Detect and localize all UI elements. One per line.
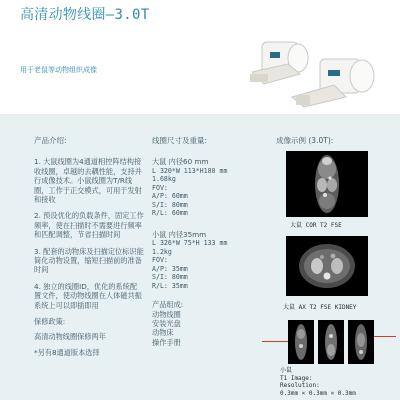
mouse-coil-weight: 1.2kg xyxy=(152,247,172,256)
rat-coil-dimensions: L 320*W 113*H180 mm xyxy=(152,166,228,175)
components-heading: 产品组成: xyxy=(152,300,184,310)
component-item: 动物线圈 xyxy=(152,309,181,319)
mouse-fov-ap: A/P: 35mm xyxy=(152,264,188,273)
rat-ax-kidney-scan-image xyxy=(286,236,368,296)
intro-paragraph: 2. 预设优化的负载条件，固定工作频率，使在扫描时不需要进行频率和匹配调整，节省扫描时间 xyxy=(34,211,144,240)
component-item: 安装光盘 xyxy=(152,319,181,329)
mouse-caption-line: 小鼠 xyxy=(280,367,293,374)
page-title: 高清动物线圈—3.0T xyxy=(20,7,150,23)
rat-fov-si: S/I: 80mm xyxy=(152,200,188,209)
pointer-line-right xyxy=(374,336,396,337)
rat-fov-rl: R/L: 60mm xyxy=(152,209,188,218)
mouse-t1-scan-image-3 xyxy=(348,320,374,364)
mouse-fov-label: FOV: xyxy=(152,256,168,265)
specs-column xyxy=(152,136,262,347)
mouse-fov-rl: R/L: 35mm xyxy=(152,281,188,290)
rat-cor-caption: 大鼠 COR T2 FSE xyxy=(290,222,342,229)
intro-paragraph: 4. 独立的线圈ID，优化的系统配置文件，使动物线圈在人体磁共振系统上可以即插即用 xyxy=(34,281,142,310)
intro-paragraph: 1. 大鼠线圈为4通道相控阵结构接收线圈，卓越的去耦性能，支持并行成像技术。小鼠线圈为T/R线圈，工作于正交模式，可用于发射和接收 xyxy=(34,157,142,205)
rat-cor-scan-image xyxy=(286,151,368,217)
pointer-line-left xyxy=(262,341,288,342)
intro-column xyxy=(34,136,144,357)
rat-fov-label: FOV: xyxy=(152,183,168,192)
rat-coil-weight: 1.68kg xyxy=(152,175,176,184)
intro-paragraph: 3. 配套的动物床及扫描定位标识能简化动物设置，缩短扫描前的准备时间 xyxy=(34,246,144,275)
intro-heading: 产品介绍: xyxy=(34,136,67,145)
mouse-coil-name: 小鼠 内径35mm xyxy=(152,229,207,239)
warranty-heading: 保修政策: xyxy=(34,317,66,327)
mouse-caption-line: Resolution: xyxy=(280,382,320,389)
version-note: *另有8通道版本选择 xyxy=(34,347,100,357)
component-item: 操作手册 xyxy=(152,337,181,347)
component-item: 动物床 xyxy=(152,328,174,338)
mouse-fov-si: S/I: 80mm xyxy=(152,273,188,282)
mouse-t1-scan-image-1 xyxy=(288,320,314,364)
rat-coil-name: 大鼠 内径60 mm xyxy=(152,157,209,167)
page-subtitle: 用于老鼠等动物组织成像 xyxy=(20,66,97,74)
warranty-text: 高清动物线圈保修两年 xyxy=(34,331,106,341)
mouse-caption-line: 0.3mm × 0.3mm × 0.3mm xyxy=(280,389,356,397)
rat-fov-ap: A/P: 60mm xyxy=(152,192,188,201)
mouse-caption-line: T1 Image: xyxy=(280,374,313,382)
rat-ax-caption: 大鼠 AX T2 FSE KIDNEY xyxy=(283,304,357,311)
mouse-coil-dimensions: L 326*W 75*H 133 mm xyxy=(152,239,228,248)
mouse-t1-caption xyxy=(280,367,356,397)
gallery-heading: 成像示例 (3.0T): xyxy=(276,136,334,145)
mouse-t1-scan-image-2 xyxy=(318,320,344,364)
specs-heading: 线圈尺寸及重量: xyxy=(152,136,208,145)
mouse-coil-photo xyxy=(290,55,386,110)
